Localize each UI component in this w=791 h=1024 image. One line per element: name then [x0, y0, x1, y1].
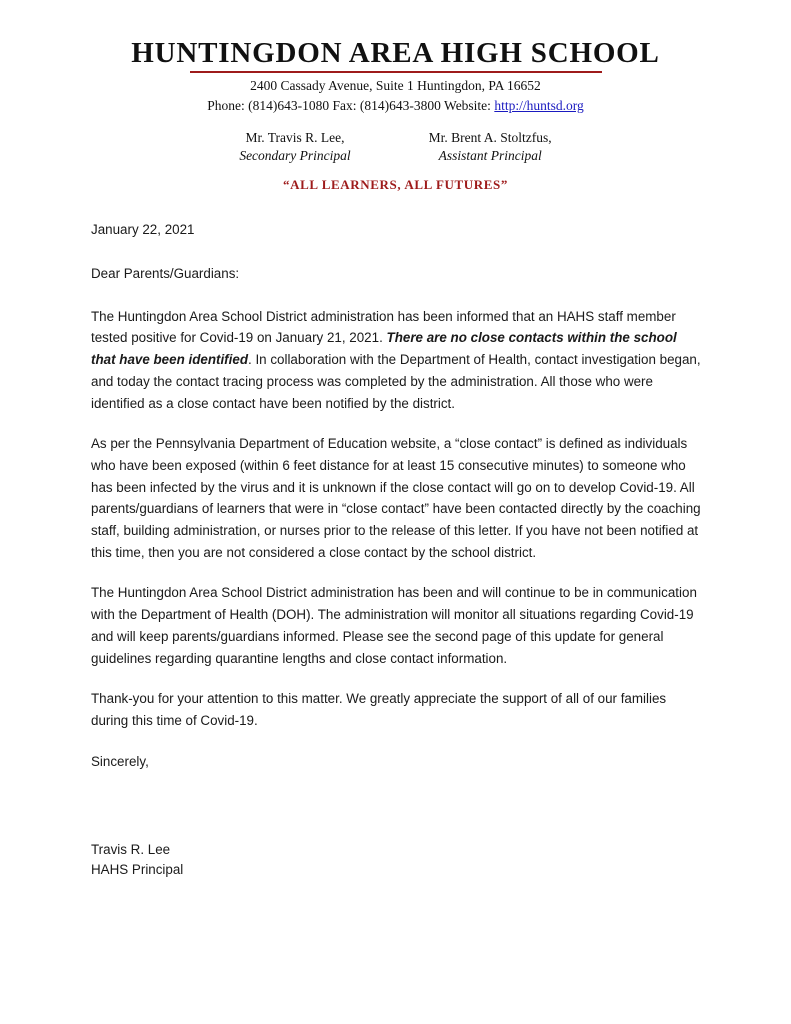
signer-title: HAHS Principal [91, 862, 184, 878]
contact-phone-fax: Phone: (814)643-1080 Fax: (814)643-3800 Website: [207, 97, 495, 113]
school-name: HUNTINGDON AREA HIGH SCHOOL [131, 37, 660, 69]
letterhead [0, 0, 791, 193]
letterhead-divider [190, 71, 602, 73]
letter-body [0, 193, 791, 880]
principal-entry [429, 129, 552, 165]
school-contact [0, 97, 791, 115]
letter-salutation: Dear Parents/Guardians: [91, 266, 240, 282]
school-motto: “ALL LEARNERS, ALL FUTURES” [283, 177, 508, 193]
principal-role: Assistant Principal [438, 148, 542, 164]
letter-closing: Sincerely, [91, 753, 149, 769]
letter-paragraph-2: As per the Pennsylvania Department of Education website, a “close contact” is defined as individuals who have been exposed (within 6 feet distance for at least 15 consecutive minutes) to someone who has been infected by the virus and it is unknown if the close contact will go on to develop Covid-19. All parents/guardians of learners that were in “close contact” have been contacted directly by the coaching staff, building administration, or nurses prior to the release of this letter. If you have not been notified at this time, then you are not considered a close contact by the school district. [91, 436, 701, 560]
school-address: 2400 Cassady Avenue, Suite 1 Huntingdon, PA 16652 [250, 78, 541, 94]
letter-paragraph-4: Thank-you for your attention to this matter. We greatly appreciate the support of all of our families during this time of Covid-19. [91, 691, 667, 728]
principal-name: Mr. Travis R. Lee, [245, 129, 345, 145]
paragraph-1-emphasis: There are no close contacts within the school that have been identified [91, 330, 677, 368]
signer-name: Travis R. Lee [91, 842, 171, 858]
school-website-link[interactable]: http://huntsd.org [494, 97, 584, 113]
paragraph-1-text-after: . In collaboration with the Department of Health, contact investigation began, and today the contact tracing process was completed by the administration. All those who were identified as a close contact have been notified by the district. [91, 352, 701, 411]
letter-paragraph-1 [91, 306, 703, 415]
signature-block [91, 840, 703, 880]
principal-entry [239, 129, 350, 165]
principal-role: Secondary Principal [239, 148, 351, 164]
letter-date: January 22, 2021 [91, 222, 195, 238]
principal-name: Mr. Brent A. Stoltzfus, [428, 129, 552, 145]
paragraph-1-text-before: The Huntingdon Area School District administration has been informed that an HAHS staff member tested positive for Covid-19 on January 21, 2021. [91, 308, 676, 346]
letter-paragraph-3: The Huntingdon Area School District administration has been and will continue to be in communication with the Department of Health (DOH). The administration will monitor all situations regarding Covid-19 and will keep parents/guardians informed. Please see the second page of this update for general guidelines regarding quarantine lengths and close contact information. [91, 585, 697, 666]
principals-list [0, 129, 791, 165]
